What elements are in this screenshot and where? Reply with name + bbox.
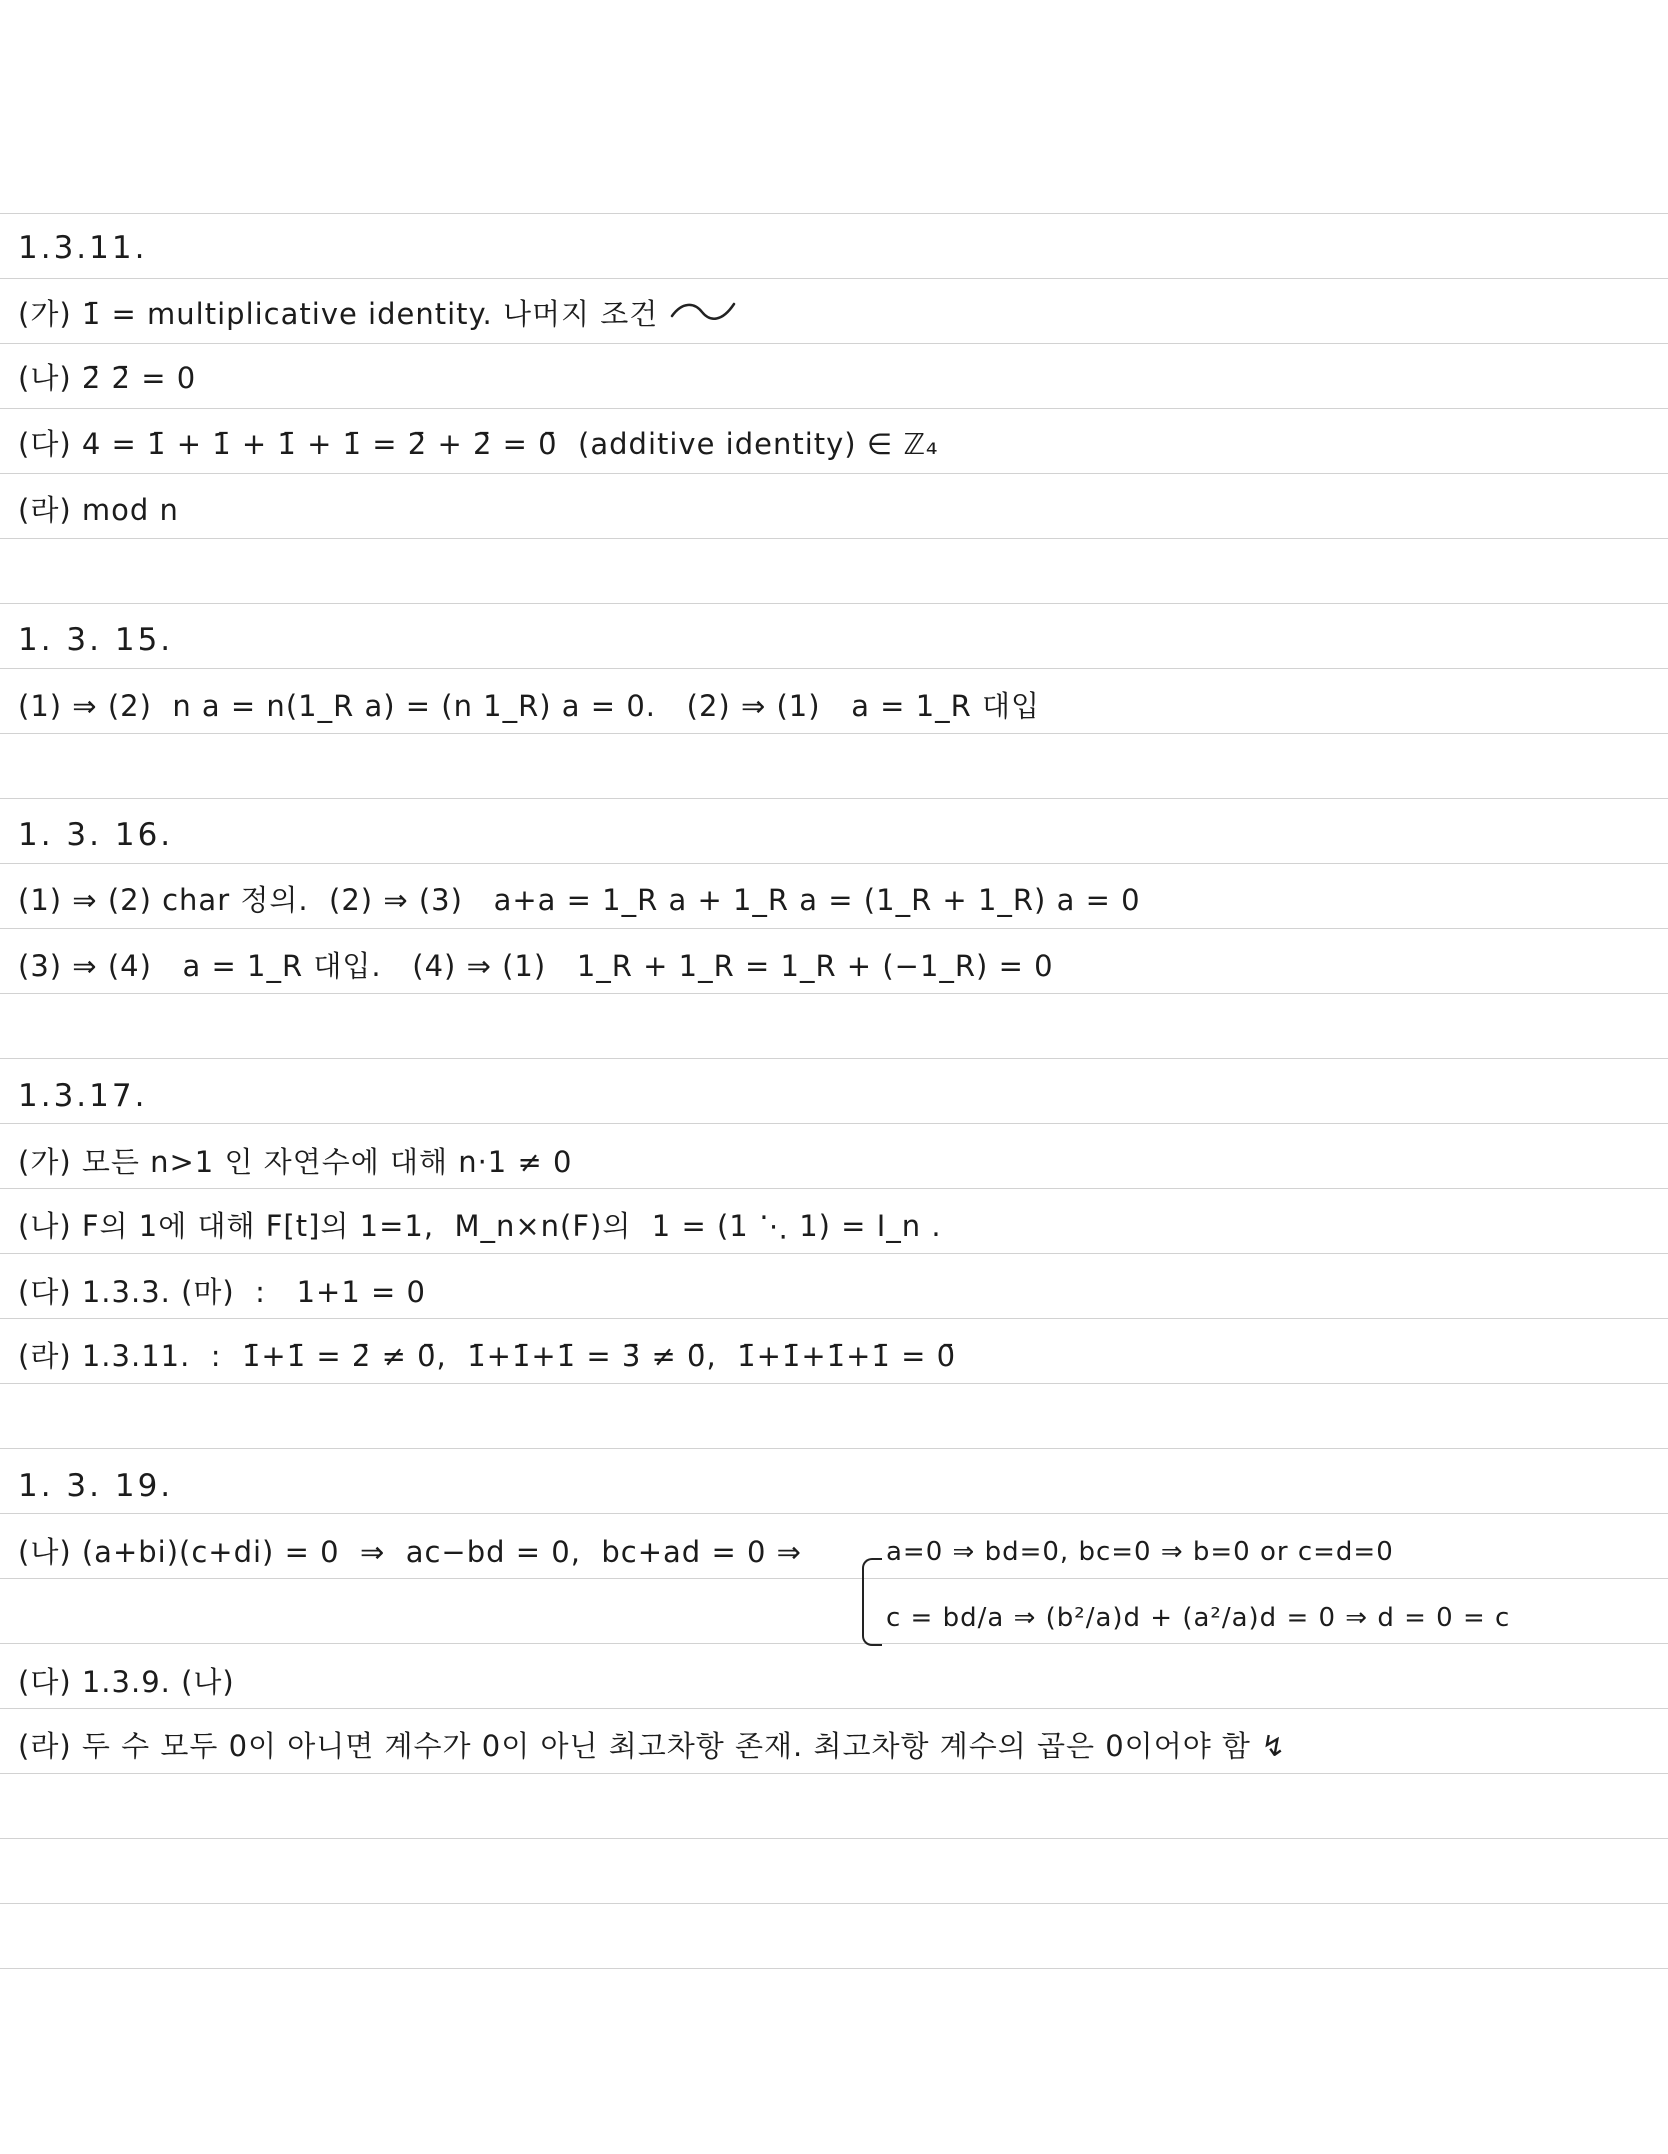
ruled-line <box>0 863 1668 864</box>
ruled-line <box>0 213 1668 214</box>
section-heading-1-3-11: 1.3.11. <box>18 230 148 266</box>
ruled-line <box>0 1838 1668 1839</box>
answer-line-ga: (가) 1̄ = multiplicative identity. 나머지 조건 <box>18 297 659 331</box>
answer-line-na: (나) 2̄ 2̄ = 0 <box>18 361 197 395</box>
ruled-line <box>0 1903 1668 1904</box>
section-heading-1-3-19: 1. 3. 19. <box>18 1468 174 1504</box>
answer-line-2: (3) ⇒ (4) a = 1_R 대입. (4) ⇒ (1) 1_R + 1_R = 1_R + (−1_R) = 0 <box>18 949 1054 983</box>
ruled-line <box>0 278 1668 279</box>
ruled-line <box>0 1968 1668 1969</box>
section-heading-1-3-15: 1. 3. 15. <box>18 622 174 658</box>
answer-line-da: (다) 1.3.9. (나) <box>18 1665 235 1699</box>
answer-line-da: (다) 4 = 1̄ + 1̄ + 1̄ + 1̄ = 2̄ + 2̄ = 0̄ (additive identity) ∈ ℤ₄ <box>18 427 939 461</box>
case-line-1: a=0 ⇒ bd=0, bc=0 ⇒ b=0 or c=d=0 <box>886 1537 1394 1567</box>
section-heading-1-3-17: 1.3.17. <box>18 1078 148 1114</box>
ruled-line <box>0 1058 1668 1059</box>
answer-line-na: (나) F의 1에 대해 F[t]의 1=1, M_n×n(F)의 1 = (1 ⋱ 1) = I_n . <box>18 1209 942 1243</box>
answer-line-proof: (1) ⇒ (2) n a = n(1_R a) = (n 1_R) a = 0. (2) ⇒ (1) a = 1_R 대입 <box>18 689 1041 723</box>
ruled-line <box>0 1123 1668 1124</box>
answer-line-1: (1) ⇒ (2) char 정의. (2) ⇒ (3) a+a = 1_R a + 1_R a = (1_R + 1_R) a = 0 <box>18 883 1141 917</box>
ruled-line <box>0 603 1668 604</box>
ruled-line <box>0 798 1668 799</box>
ruled-line <box>0 1448 1668 1449</box>
answer-line-ga: (가) 모든 n>1 인 자연수에 대해 n·1 ≠ 0 <box>18 1145 573 1179</box>
case-brace <box>862 1558 882 1646</box>
ruled-line <box>0 408 1668 409</box>
ruled-line <box>0 668 1668 669</box>
answer-line-ra: (라) 두 수 모두 0이 아니면 계수가 0이 아닌 최고차항 존재. 최고차항 계수의 곱은 0이어야 함 ↯ <box>18 1729 1287 1763</box>
answer-line-ra: (라) mod n <box>18 493 179 527</box>
ruled-line <box>0 1708 1668 1709</box>
answer-line-na: (나) (a+bi)(c+di) = 0 ⇒ ac−bd = 0, bc+ad = 0 ⇒ <box>18 1535 802 1569</box>
ruled-line <box>0 1513 1668 1514</box>
ruled-line <box>0 538 1668 539</box>
tilde-scribble-icon <box>668 296 738 326</box>
answer-line-ra: (라) 1.3.11. : 1̄+1̄ = 2̄ ≠ 0̄, 1̄+1̄+1̄ = 3̄ ≠ 0̄, 1̄+1̄+1̄+1̄ = 0̄ <box>18 1339 957 1373</box>
section-heading-1-3-16: 1. 3. 16. <box>18 817 174 853</box>
case-line-2: c = bd/a ⇒ (b²/a)d + (a²/a)d = 0 ⇒ d = 0 = c <box>886 1603 1511 1633</box>
answer-line-da: (다) 1.3.3. (마) : 1+1 = 0 <box>18 1275 426 1309</box>
